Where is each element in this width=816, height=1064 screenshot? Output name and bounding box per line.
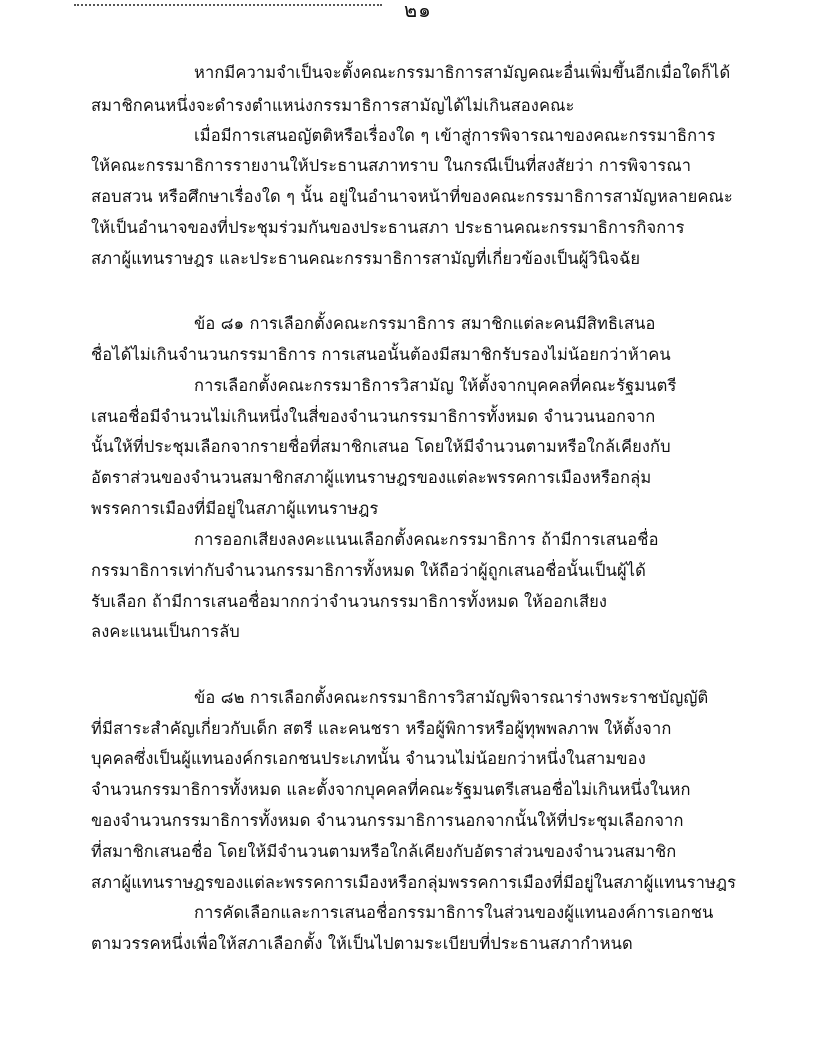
text-line: สมาชิกคนหนึ่งจะดำรงตำแหน่งกรรมาธิการสามัญได้ไม่เกินสองคณะ [91,96,575,115]
text-line: ให้คณะกรรมาธิการรายงานให้ประธานสภาทราบ ในกรณีเป็นที่สงสัยว่า การพิจารณา [91,156,692,175]
text-line: การเลือกตั้งคณะกรรมาธิการวิสามัญ ให้ตั้งจากบุคคลที่คณะรัฐมนตรี [194,376,677,395]
text-line: รับเลือก ถ้ามีการเสนอชื่อมากกว่าจำนวนกรรมาธิการทั้งหมด ให้ออกเสียง [91,592,608,611]
text-line: ของจำนวนกรรมาธิการทั้งหมด จำนวนกรรมาธิการนอกจากนั้นให้ที่ประชุมเลือกจาก [91,811,684,830]
top-dotted-rule [74,4,382,6]
text-line: สภาผู้แทนราษฎร และประธานคณะกรรมาธิการสามัญที่เกี่ยวข้องเป็นผู้วินิจฉัย [91,249,641,268]
text-line: การคัดเลือกและการเสนอชื่อกรรมาธิการในส่วนของผู้แทนองค์การเอกชน [194,903,714,922]
text-line: ที่สมาชิกเสนอชื่อ โดยให้มีจำนวนตามหรือใกล้เคียงกับอัตราส่วนของจำนวนสมาชิก [91,842,677,861]
text-line: การออกเสียงลงคะแนนเลือกตั้งคณะกรรมาธิการ ถ้ามีการเสนอชื่อ [194,530,659,549]
text-line: สอบสวน หรือศึกษาเรื่องใด ๆ นั้น อยู่ในอำนาจหน้าที่ของคณะกรรมาธิการสามัญหลายคณะ [91,187,733,206]
text-line: นั้นให้ที่ประชุมเลือกจากรายชื่อที่สมาชิกเสนอ โดยให้มีจำนวนตามหรือใกล้เคียงกับ [91,437,671,456]
clause-82-heading: ข้อ ๘๒ การเลือกตั้งคณะกรรมาธิการวิสามัญพิจารณาร่างพระราชบัญญัติ [194,688,709,707]
text-line: อัตราส่วนของจำนวนสมาชิกสภาผู้แทนราษฎรของแต่ละพรรคการเมืองหรือกลุ่ม [91,468,652,487]
text-line: บุคคลซึ่งเป็นผู้แทนองค์กรเอกชนประเภทนั้น จำนวนไม่น้อยกว่าหนึ่งในสามของ [91,749,646,768]
clause-81-heading: ข้อ ๘๑ การเลือกตั้งคณะกรรมาธิการ สมาชิกแต่ละคนมีสิทธิเสนอ [194,314,656,333]
page-number: ๒๑ [404,0,432,22]
text-line: หากมีความจำเป็นจะตั้งคณะกรรมาธิการสามัญคณะอื่นเพิ่มขึ้นอีกเมื่อใดก็ได้ [194,63,731,82]
text-line: ชื่อได้ไม่เกินจำนวนกรรมาธิการ การเสนอนั้นต้องมีสมาชิกรับรองไม่น้อยกว่าห้าคน [91,345,671,364]
text-line: เมื่อมีการเสนอญัตติหรือเรื่องใด ๆ เข้าสู่การพิจารณาของคณะกรรมาธิการ [194,126,716,145]
text-line: ตามวรรคหนึ่งเพื่อให้สภาเลือกตั้ง ให้เป็นไปตามระเบียบที่ประธานสภากำหนด [91,934,633,953]
text-line: ลงคะแนนเป็นการลับ [91,622,240,641]
text-line: ให้เป็นอำนาจของที่ประชุมร่วมกันของประธานสภา ประธานคณะกรรมาธิการกิจการ [91,218,685,237]
text-line: กรรมาธิการเท่ากับจำนวนกรรมาธิการทั้งหมด ให้ถือว่าผู้ถูกเสนอชื่อนั้นเป็นผู้ได้ [91,561,646,580]
text-line: พรรคการเมืองที่มีอยู่ในสภาผู้แทนราษฎร [91,499,379,518]
text-line: ที่มีสาระสำคัญเกี่ยวกับเด็ก สตรี และคนชรา หรือผู้พิการหรือผู้ทุพพลภาพ ให้ตั้งจาก [91,719,672,738]
text-line: จำนวนกรรมาธิการทั้งหมด และตั้งจากบุคคลที่คณะรัฐมนตรีเสนอชื่อไม่เกินหนึ่งในหก [91,780,691,799]
text-line: เสนอชื่อมีจำนวนไม่เกินหนึ่งในสี่ของจำนวนกรรมาธิการทั้งหมด จำนวนนอกจาก [91,407,656,426]
text-line: สภาผู้แทนราษฎรของแต่ละพรรคการเมืองหรือกลุ่มพรรคการเมืองที่มีอยู่ในสภาผู้แทนราษฎร [91,873,737,892]
